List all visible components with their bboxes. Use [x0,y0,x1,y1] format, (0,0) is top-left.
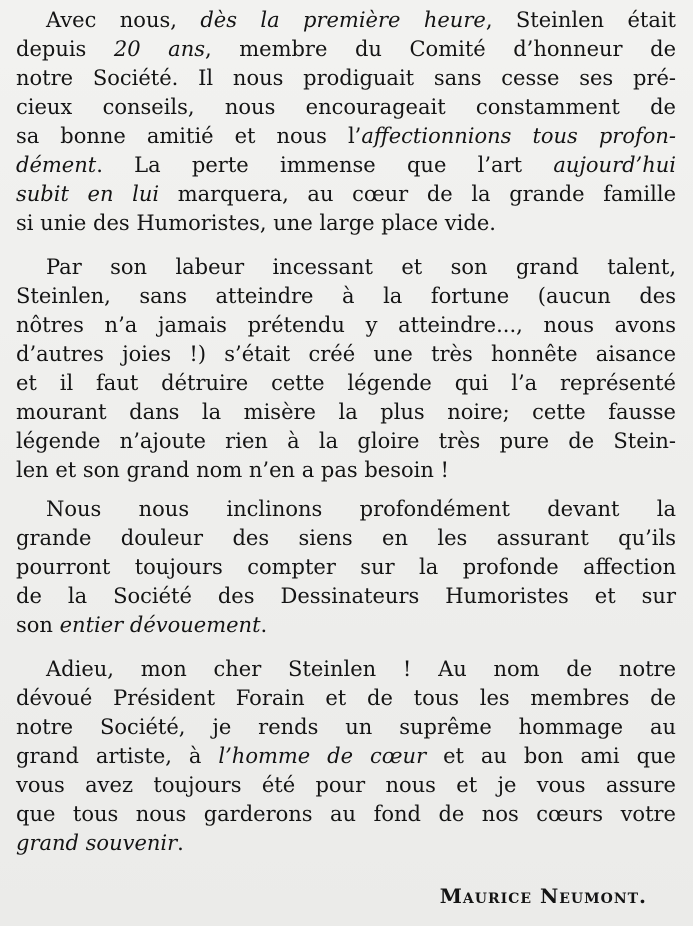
text-line: cieux conseils, nous encourageait constamment de [16,95,676,119]
text-line: subit en lui marquera, au cœur de la grande famille [16,182,676,206]
text-line: grand souvenir. [16,831,184,855]
text-line: Adieu, mon cher Steinlen ! Au nom de notre [46,657,676,681]
text-line: vous avez toujours été pour nous et je vous assure [16,773,676,797]
paragraph-4 [16,655,676,858]
text-line: nôtres n’a jamais prétendu y atteindre..., nous avons [16,313,676,337]
text-line: grande douleur des siens en les assurant qu’ils [16,526,676,550]
text-line: dément. La perte immense que l’art aujourd’hui [16,153,676,177]
text-line: notre Société. Il nous prodiguait sans cesse ses pré- [16,66,676,90]
text-line: Nous nous inclinons profondément devant la [46,497,676,521]
text-line: Avec nous, dès la première heure, Steinlen était [46,8,676,32]
text-line: Steinlen, sans atteindre à la fortune (aucun des [16,284,676,308]
text-line: len et son grand nom n’en a pas besoin ! [16,458,449,482]
paragraph-3 [16,495,676,640]
text-line: notre Société, je rends un suprême hommage au [16,715,676,739]
text-line: dévoué Président Forain et de tous les membres de [16,686,676,710]
text-line: grand artiste, à l’homme de cœur et au bon ami que [16,744,676,768]
text-line: mourant dans la misère la plus noire; cette fausse [16,400,676,424]
text-line: Par son labeur incessant et son grand talent, [46,255,676,279]
text-line: sa bonne amitié et nous l’affectionnions tous profon- [16,124,676,148]
text-line: et il faut détruire cette légende qui l’a représenté [16,371,676,395]
signature: Maurice Neumont. [439,884,647,908]
text-line: d’autres joies !) s’était créé une très honnête aisance [16,342,676,366]
text-line: pourront toujours compter sur la profonde affection [16,555,676,579]
text-line: si unie des Humoristes, une large place vide. [16,211,496,235]
paragraph-2 [16,253,676,485]
paragraph-1 [16,6,676,238]
text-line: que tous nous garderons au fond de nos cœurs votre [16,802,676,826]
text-line: de la Société des Dessinateurs Humoristes et sur [16,584,676,608]
text-line: depuis 20 ans, membre du Comité d’honneur de [16,37,676,61]
text-line: son entier dévouement. [16,613,268,637]
text-line: légende n’ajoute rien à la gloire très pure de Stein- [16,429,676,453]
